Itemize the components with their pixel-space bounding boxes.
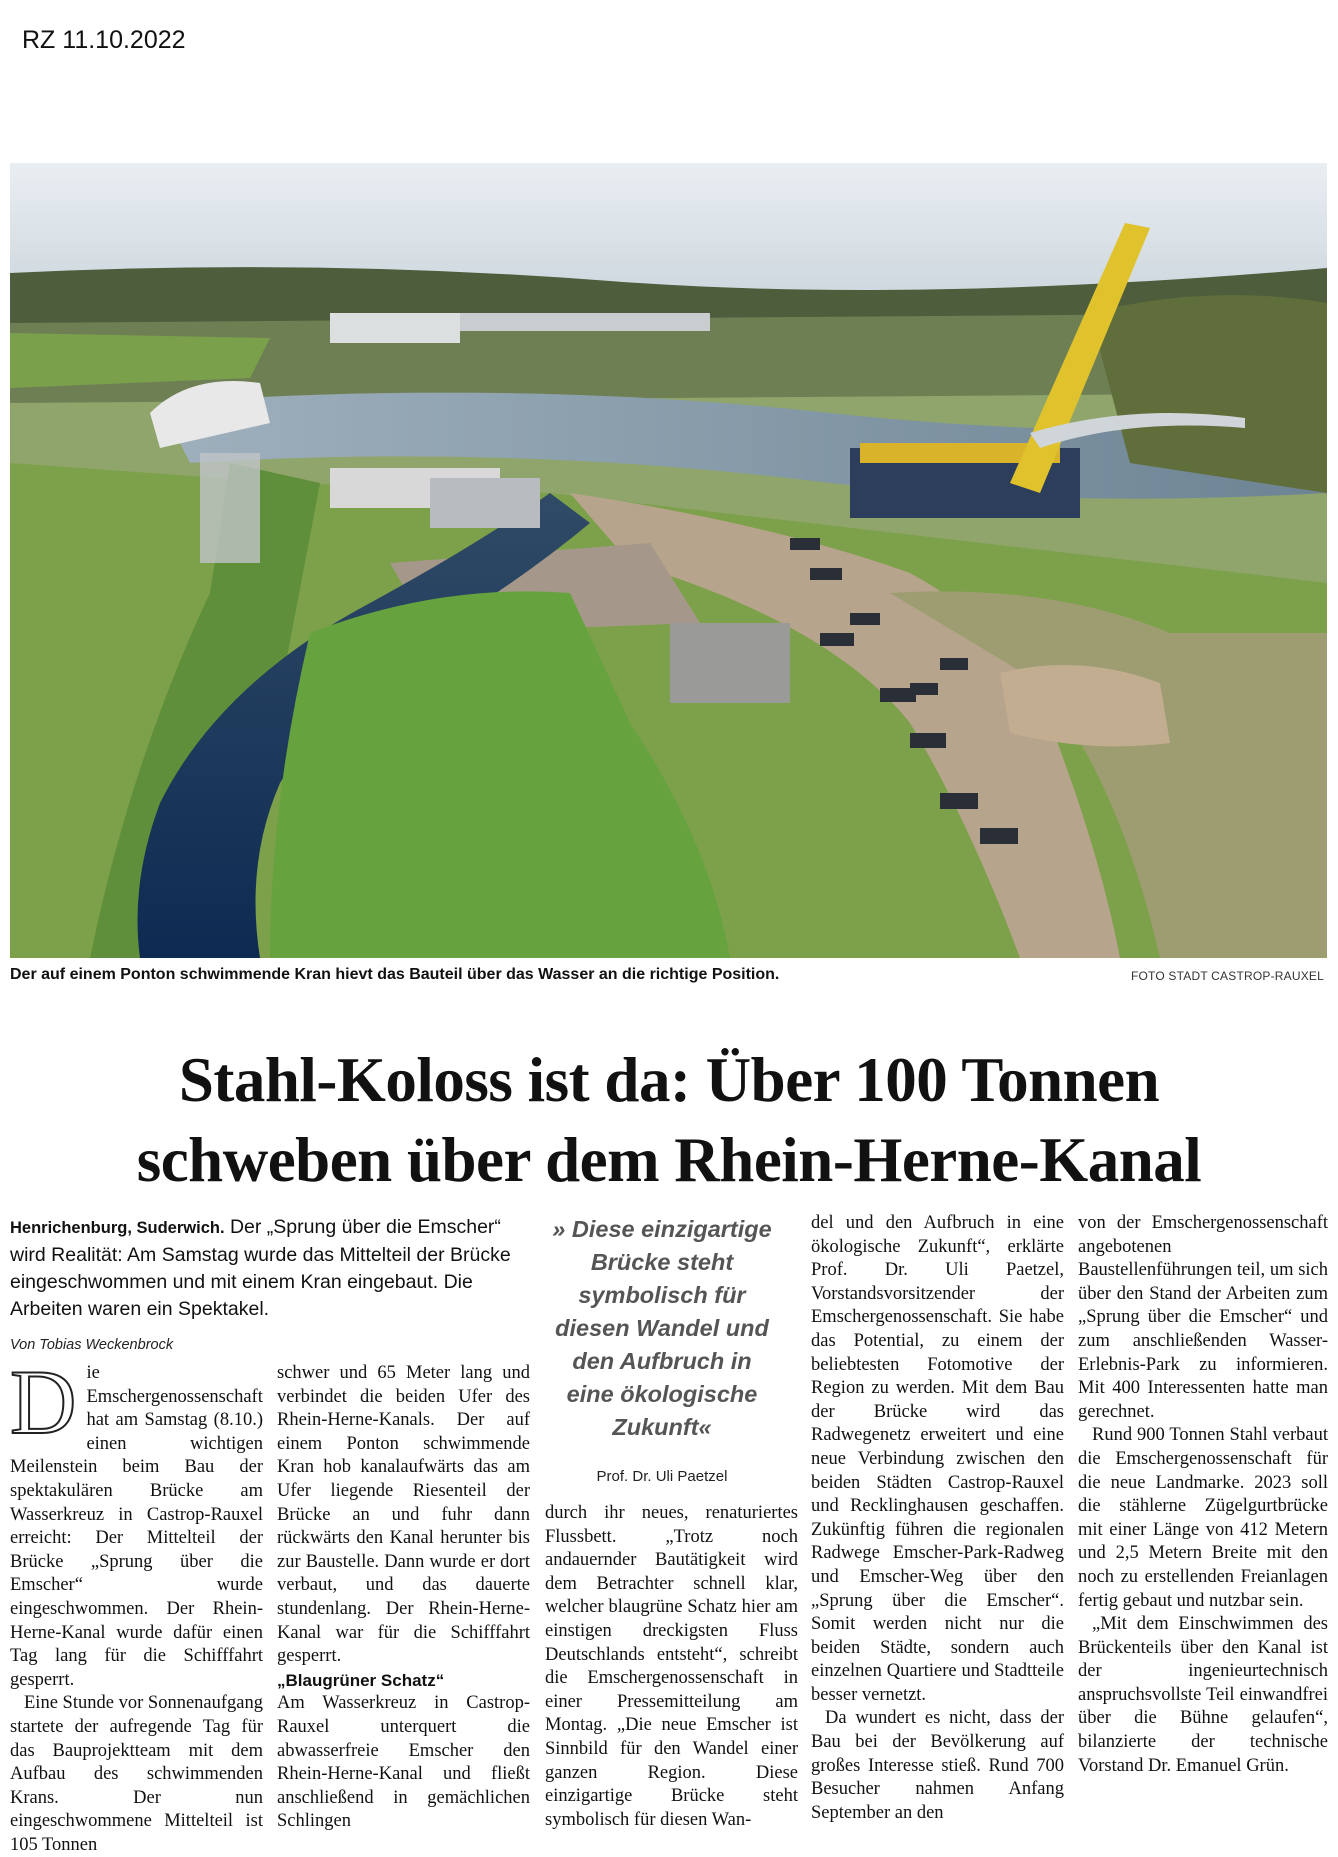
headline-line-2: schweben über dem Rhein-Herne-Kanal bbox=[136, 1125, 1202, 1195]
source-date-tag: RZ 11.10.2022 bbox=[22, 26, 186, 54]
lead-location: Henrichenburg, Suderwich. bbox=[10, 1219, 225, 1237]
pull-quote: » Diese einzigartige Brücke steht symbolisch für diesen Wandel und den Aufbruch in eine ökologische Zukunft« bbox=[552, 1216, 772, 1440]
photo-caption: Der auf einem Ponton schwimmende Kran hievt das Bauteil über das Wasser an die richtige Position. bbox=[10, 966, 780, 983]
column-4-paragraph-1: del und den Aufbruch in eine ökologische Zukunft“, erklärte Prof. Dr. Uli Paetzel, Vorstandsvorsitzender der Emschergenossenschaft. Sie habe das Potential, zu einem der beliebtesten Fotomotive der Region zu werden. Mit dem Bau der Brücke wird das Radwegenetz erweitert und eine neue Verbindung zwischen den beiden Städten Castrop-Rauxel und Recklinghausen geschaffen. Zukünftig führen die regionalen Radwege Emscher-Park-Radweg und Emscher-Weg über den „Sprung über die Emscher“. Somit werden nicht nur die beiden Städte, sondern auch einzelnen Quartiere und Stadtteile besser vernetzt. bbox=[811, 1213, 1064, 1705]
column-5-paragraph-3: „Mit dem Einschwimmen des Brückenteils über den Kanal ist der ingenieurtechnisch anspruchsvollste Teil einwandfrei über die Bühne gelaufen“, bilanzierte der technische Vorstand Dr. Emanuel Grün. bbox=[1078, 1614, 1328, 1776]
headline-line-1: Stahl-Koloss ist da: Über 100 Tonnen bbox=[178, 1045, 1160, 1115]
article-column-4 bbox=[811, 1212, 1064, 1825]
column-3-paragraph-1: durch ihr neues, renaturiertes Flussbett. „Trotz noch andauernder Bautätigkeit wird dem Betrachter schnell klar, welcher blaugrüne Schatz hier am einstigen dreckigsten Fluss Deutschlands entsteht“, schreibt die Emschergenossenschaft in einer Pressemitteilung am Montag. „Die neue Emscher ist Sinnbild für den Wandel einer ganzen Region. Diese einzigartige Brücke steht symbolisch für diesen Wan- bbox=[545, 1503, 798, 1830]
photo-credit: FOTO STADT CASTROP-RAUXEL bbox=[1130, 969, 1324, 983]
byline: Von Tobias Weckenbrock bbox=[10, 1337, 174, 1353]
article-column-2 bbox=[277, 1362, 530, 1834]
pull-quote-author: Prof. Dr. Uli Paetzel bbox=[596, 1468, 728, 1485]
column-1-paragraph-1: ie Emschergenossenschaft hat am Samstag (8.10.) einen wichtigen Meilenstein beim Bau der spektakulären Brücke am Wasserkreuz in Castrop-Rauxel erreicht: Der Mittelteil der Brücke „Sprung über die Emscher“ wurde eingeschwommen. Der Rhein-Herne-Kanal wurde dafür einen Tag lang für die Schifffahrt gesperrt. bbox=[10, 1363, 263, 1690]
subheading-blaugruener-schatz: „Blaugrüner Schatz“ bbox=[277, 1670, 445, 1690]
headline bbox=[0, 1040, 1338, 1200]
column-5-paragraph-1: von der Emschergenossenschaft angebotenen Baustellenführungen teil, um sich über den Stand der Arbeiten zum „Sprung über die Emscher“ und zum anschließenden Wasser-Erlebnis-Park zu informieren. Mit 400 Interessenten hatte man gerechnet. bbox=[1078, 1213, 1328, 1422]
aerial-photo bbox=[10, 163, 1327, 958]
article-column-3 bbox=[545, 1502, 798, 1832]
column-5-paragraph-2: Rund 900 Tonnen Stahl verbaut die Emschergenossenschaft für die neue Landmarke. 2023 soll die stählerne Zügelgurtbrücke mit einer Länge von 412 Metern und 2,5 Metern Breite mit den noch zu erstellenden Freianlagen fertig gebaut und nutzbar sein. bbox=[1078, 1425, 1328, 1611]
column-1-paragraph-2: Eine Stunde vor Sonnenaufgang startete der aufregende Tag für das Bauprojektteam mit dem Aufbau des schwimmenden Krans. Der nun eingeschwommene Mittelteil ist 105 Tonnen bbox=[10, 1693, 263, 1855]
aerial-photo-illustration bbox=[10, 163, 1327, 958]
column-2-paragraph-2: Am Wasserkreuz in Castrop-Rauxel unterquert die abwasserfreie Emscher den Rhein-Herne-Kanal und fließt anschließend in gemächlichen Schlingen bbox=[277, 1693, 530, 1832]
lead-text: Der „Sprung über die Emscher“ wird Realität: Am Samstag wurde das Mittelteil der Brücke eingeschwommen und mit einem Kran eingebaut. Die Arbeiten waren ein Spektakel. bbox=[10, 1216, 511, 1320]
drop-cap: D bbox=[10, 1351, 77, 1453]
column-4-paragraph-2: Da wundert es nicht, dass der Bau bei der Bevölkerung auf großes Interesse stieß. Rund 700 Besucher nahmen Anfang September an den bbox=[811, 1708, 1064, 1823]
lead-paragraph bbox=[10, 1214, 540, 1323]
article-column-5 bbox=[1078, 1212, 1328, 1778]
column-2-paragraph-1: schwer und 65 Meter lang und verbindet die beiden Ufer des Rhein-Herne-Kanals. Der auf einem Ponton schwimmende Kran hob kanalaufwärts das am Ufer liegende Riesenteil der Brücke an und fuhr dann rückwärts den Kanal herunter bis zur Baustelle. Dann wurde er dort verbaut, und das dauerte stundenlang. Der Rhein-Herne-Kanal war für die Schifffahrt gesperrt. bbox=[277, 1363, 530, 1667]
article-column-1 bbox=[10, 1351, 263, 1857]
